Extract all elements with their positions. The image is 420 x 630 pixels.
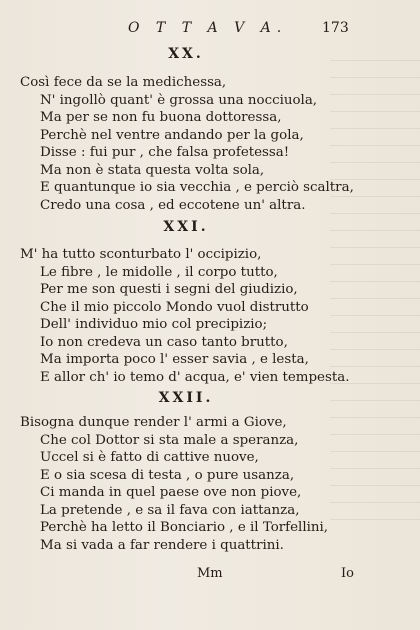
verse-line: Disse : fui pur , che falsa profetessa! bbox=[40, 145, 290, 160]
stanza-number: XXI. bbox=[163, 219, 209, 235]
verse-line: Così fece da se la medichessa, bbox=[20, 75, 227, 90]
verse-line: La pretende , e sa il fava con iattanza, bbox=[40, 502, 300, 518]
stanza bbox=[0, 74, 420, 214]
stanza bbox=[0, 414, 420, 554]
verse-line: Le fibre , le midolle , il corpo tutto, bbox=[40, 264, 278, 280]
verse-line: Uccel si è fatto di cattive nuove, bbox=[40, 450, 259, 465]
verse-line: Per me son questi i segni del giudizio, bbox=[40, 282, 298, 297]
page-header bbox=[0, 20, 420, 42]
verse-line: Ma per se non fu buona dottoressa, bbox=[40, 110, 282, 125]
verse-line: Che col Dottor si sta male a speranza, bbox=[40, 432, 299, 448]
verse-line: E quantunque io sia vecchia , e perciò scaltra, bbox=[40, 180, 354, 195]
signature-mark: Mm bbox=[197, 566, 223, 581]
verse-line: Ma si vada a far rendere i quattrini. bbox=[40, 537, 284, 553]
verse-line: N' ingollò quant' è grossa una nocciuola, bbox=[40, 92, 318, 108]
verse-line: Bisogna dunque render l' armi a Giove, bbox=[20, 415, 287, 430]
verse-line: E o sia scesa di testa , o pure usanza, bbox=[40, 467, 295, 483]
verse-line: Credo una cosa , ed eccotene un' altra. bbox=[40, 197, 306, 213]
verse-line: Perchè ha letto il Bonciario , e il Torfellini, bbox=[40, 520, 329, 535]
verse-line: Ma importa poco l' esser savia , e lesta, bbox=[40, 352, 309, 367]
verse-line: Io non credeva un caso tanto brutto, bbox=[40, 334, 288, 350]
verse-line: Dell' individuo mio col precipizio; bbox=[40, 317, 268, 332]
stanza-number: XXII. bbox=[158, 390, 214, 406]
verse-line: Ma non è stata questa volta sola, bbox=[40, 162, 265, 178]
running-head: O T T A V A. bbox=[128, 20, 288, 36]
stanza-number: XX. bbox=[168, 46, 204, 62]
stanza bbox=[0, 246, 420, 386]
verse-line: Ci manda in quel paese ove non piove, bbox=[40, 485, 302, 500]
verse-line: E allor ch' io temo d' acqua, e' vien tempesta. bbox=[40, 369, 350, 385]
verse-line: Che il mio piccolo Mondo vuol distrutto bbox=[40, 299, 309, 315]
verse-line: Perchè nel ventre andando per la gola, bbox=[40, 127, 304, 143]
page-number: 173 bbox=[322, 20, 349, 36]
verse-line: M' ha tutto sconturbato l' occipizio, bbox=[20, 247, 262, 262]
catchword: Io bbox=[341, 566, 354, 581]
page-footer bbox=[0, 566, 420, 586]
